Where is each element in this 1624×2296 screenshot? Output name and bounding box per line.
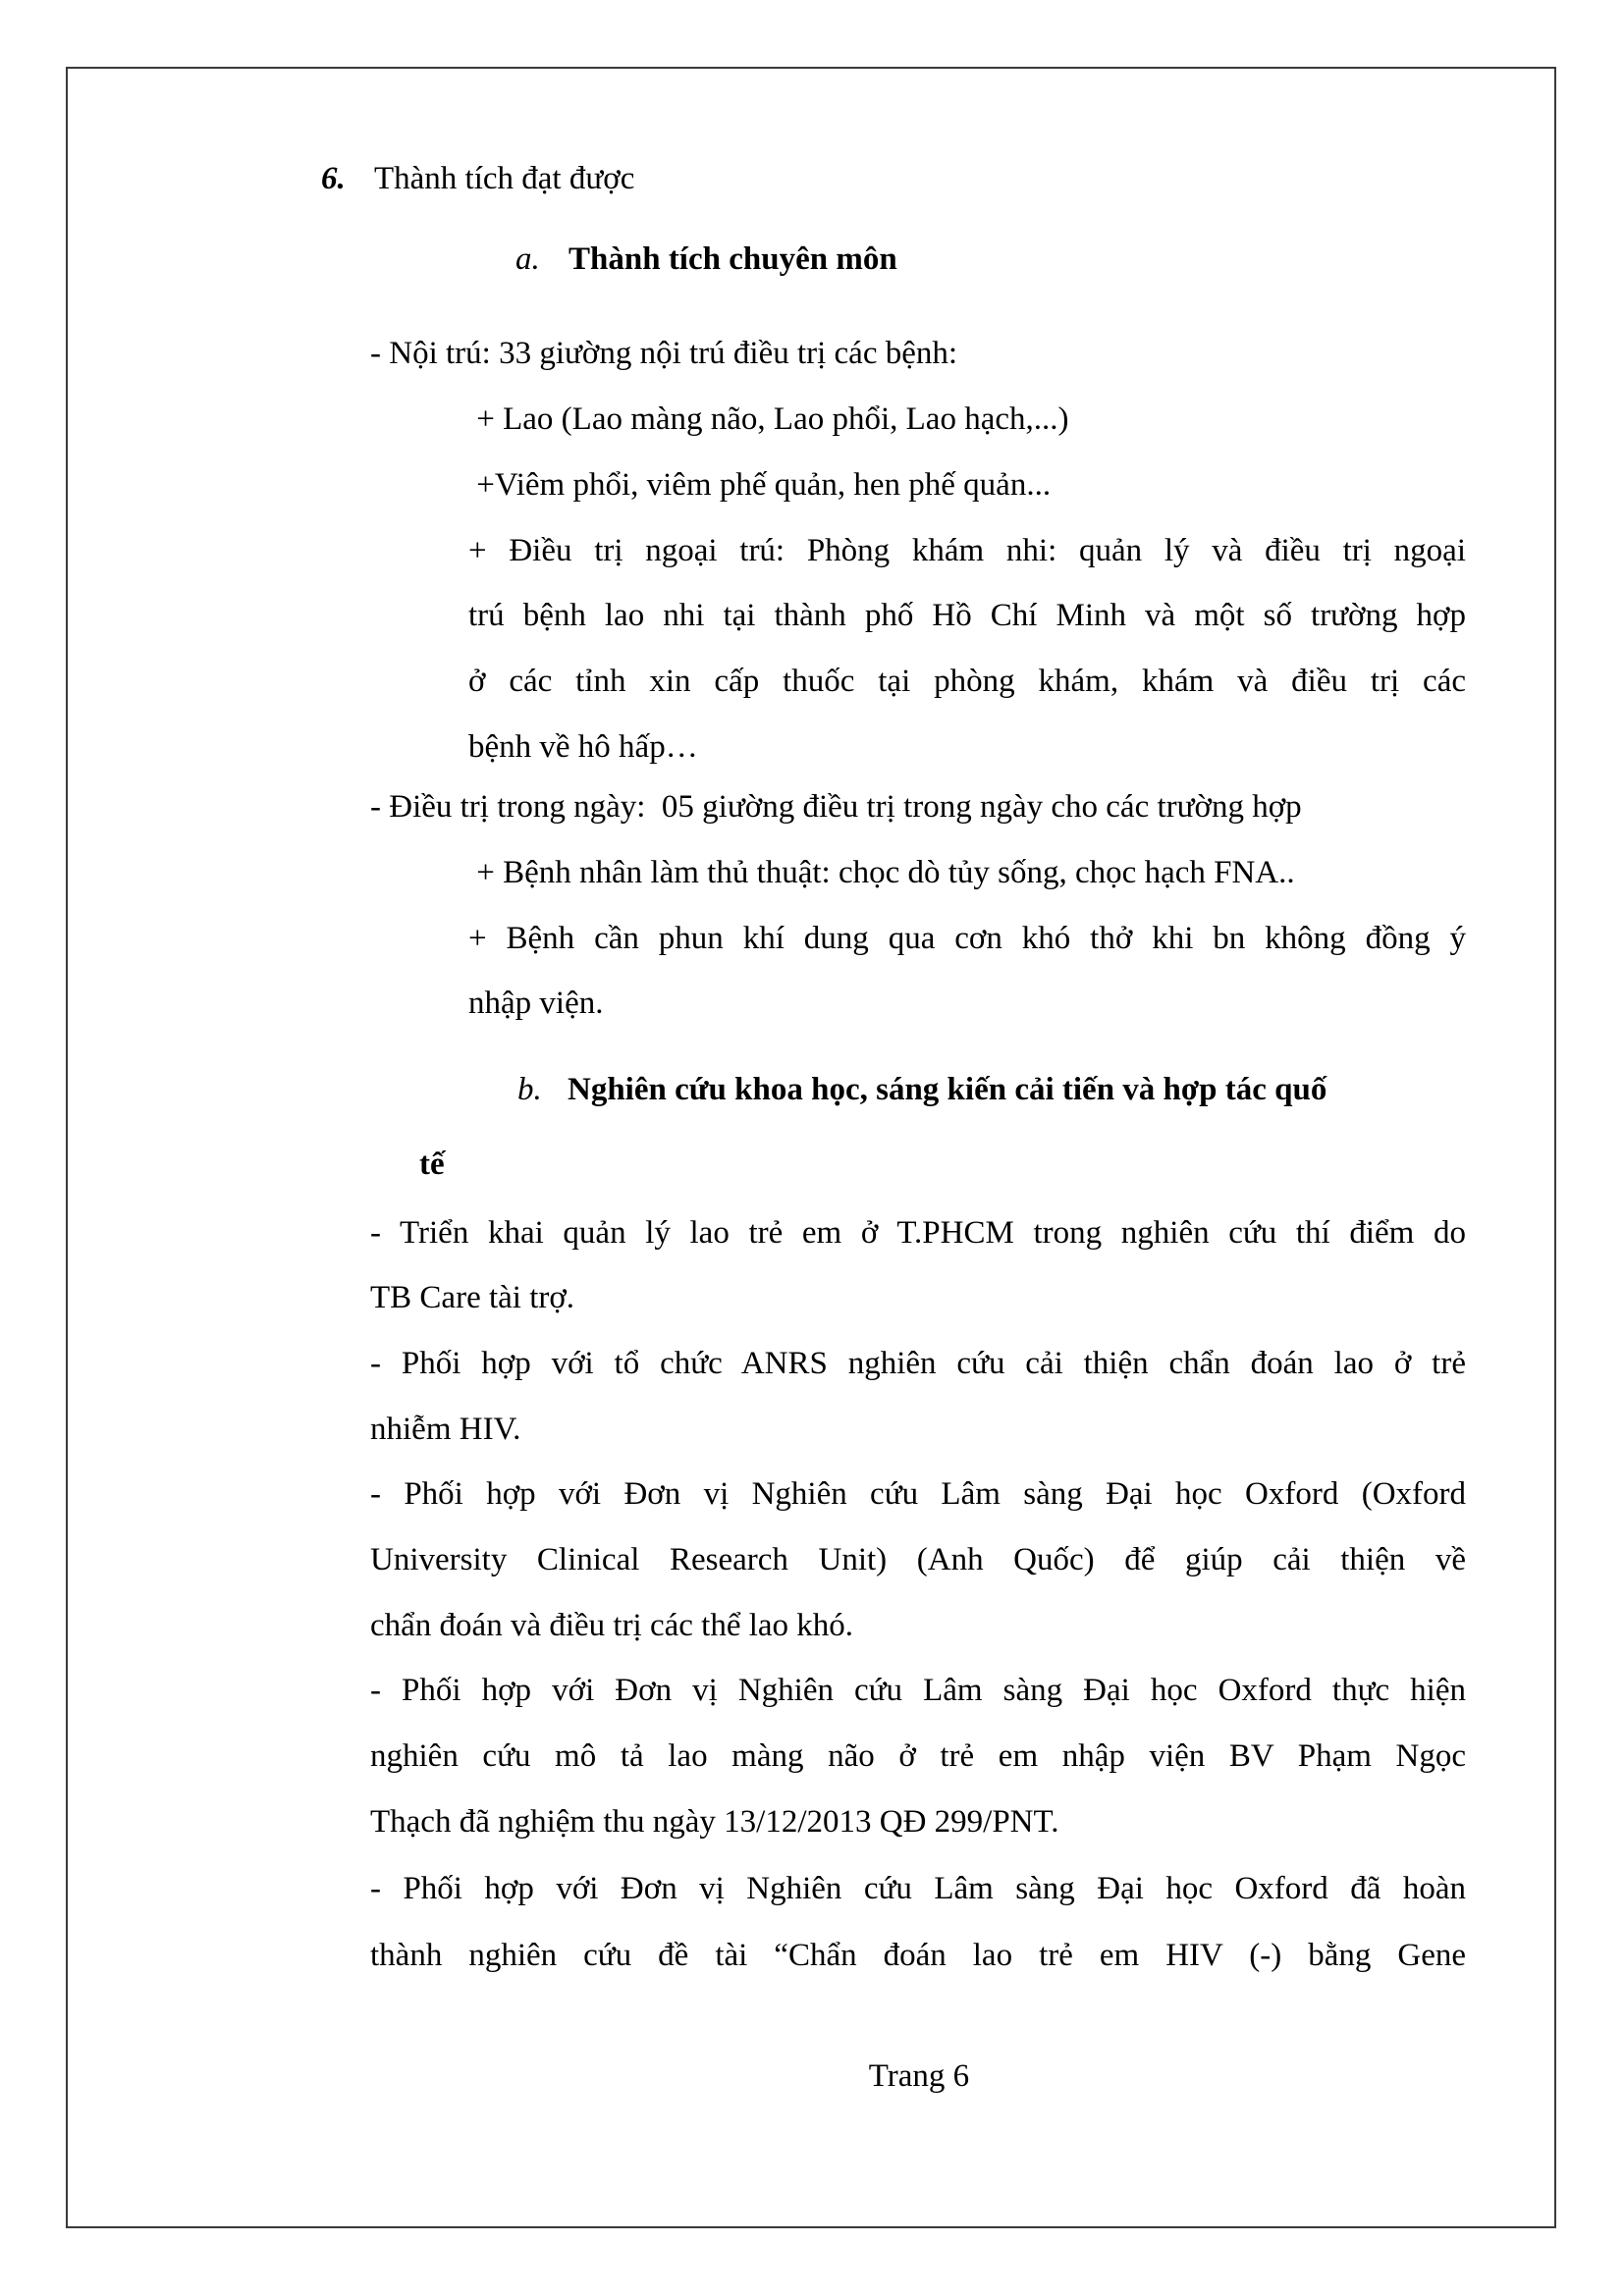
daycare-item-continuation: nhập viện. [468,986,604,1021]
daycare-item: + Bệnh cần phun khí dung qua cơn khó thở khi bn không đồng ý [468,921,1466,956]
section-title: Thành tích đạt được [374,161,635,196]
research-line: TB Care tài trợ. [370,1280,575,1315]
research-line: thành nghiên cứu đề tài “Chẩn đoán lao trẻ em HIV (-) bằng Gene [370,1938,1466,1973]
inpatient-intro: - Nội trú: 33 giường nội trú điều trị các bệnh: [370,336,958,371]
inpatient-item-continuation: trú bệnh lao nhi tại thành phố Hồ Chí Minh và một số trường hợp [468,598,1466,633]
page-number: Trang 6 [868,2058,970,2094]
research-line: - Phối hợp với tổ chức ANRS nghiên cứu cải thiện chẩn đoán lao ở trẻ [370,1346,1466,1381]
research-line: - Phối hợp với Đơn vị Nghiên cứu Lâm sàng Đại học Oxford thực hiện [370,1673,1466,1708]
research-line: nhiễm HIV. [370,1412,521,1447]
research-line: University Clinical Research Unit) (Anh Quốc) để giúp cải thiện về [370,1542,1466,1577]
subsection-a-marker: a. [515,241,540,277]
research-line: nghiên cứu mô tả lao màng não ở trẻ em nhập viện BV Phạm Ngọc [370,1738,1466,1774]
inpatient-item-continuation: bệnh về hô hấp… [468,729,698,765]
inpatient-item: + Lao (Lao màng não, Lao phổi, Lao hạch,...) [468,401,1069,437]
research-line: - Phối hợp với Đơn vị Nghiên cứu Lâm sàng Đại học Oxford (Oxford [370,1476,1466,1512]
daycare-intro: - Điều trị trong ngày: 05 giường điều trị trong ngày cho các trường hợp [370,789,1302,825]
subsection-b-marker: b. [517,1072,542,1107]
inpatient-item: + Điều trị ngoại trú: Phòng khám nhi: quản lý và điều trị ngoại [468,533,1466,568]
subsection-a-title: Thành tích chuyên môn [568,241,897,277]
research-line: - Phối hợp với Đơn vị Nghiên cứu Lâm sàng Đại học Oxford đã hoàn [370,1871,1466,1906]
research-line: chẩn đoán và điều trị các thể lao khó. [370,1608,854,1643]
subsection-b-title-line1: Nghiên cứu khoa học, sáng kiến cải tiến và hợp tác quố [568,1072,1327,1107]
inpatient-item-continuation: ở các tỉnh xin cấp thuốc tại phòng khám, khám và điều trị các [468,664,1466,699]
research-line: - Triển khai quản lý lao trẻ em ở T.PHCM trong nghiên cứu thí điểm do [370,1215,1466,1251]
research-line: Thạch đã nghiệm thu ngày 13/12/2013 QĐ 299/PNT. [370,1804,1059,1840]
daycare-item: + Bệnh nhân làm thủ thuật: chọc dò tủy sống, chọc hạch FNA.. [468,855,1295,890]
subsection-b-title-line2: tế [419,1147,445,1182]
inpatient-item: +Viêm phổi, viêm phế quản, hen phế quản... [468,467,1052,503]
section-number: 6. [321,161,346,196]
